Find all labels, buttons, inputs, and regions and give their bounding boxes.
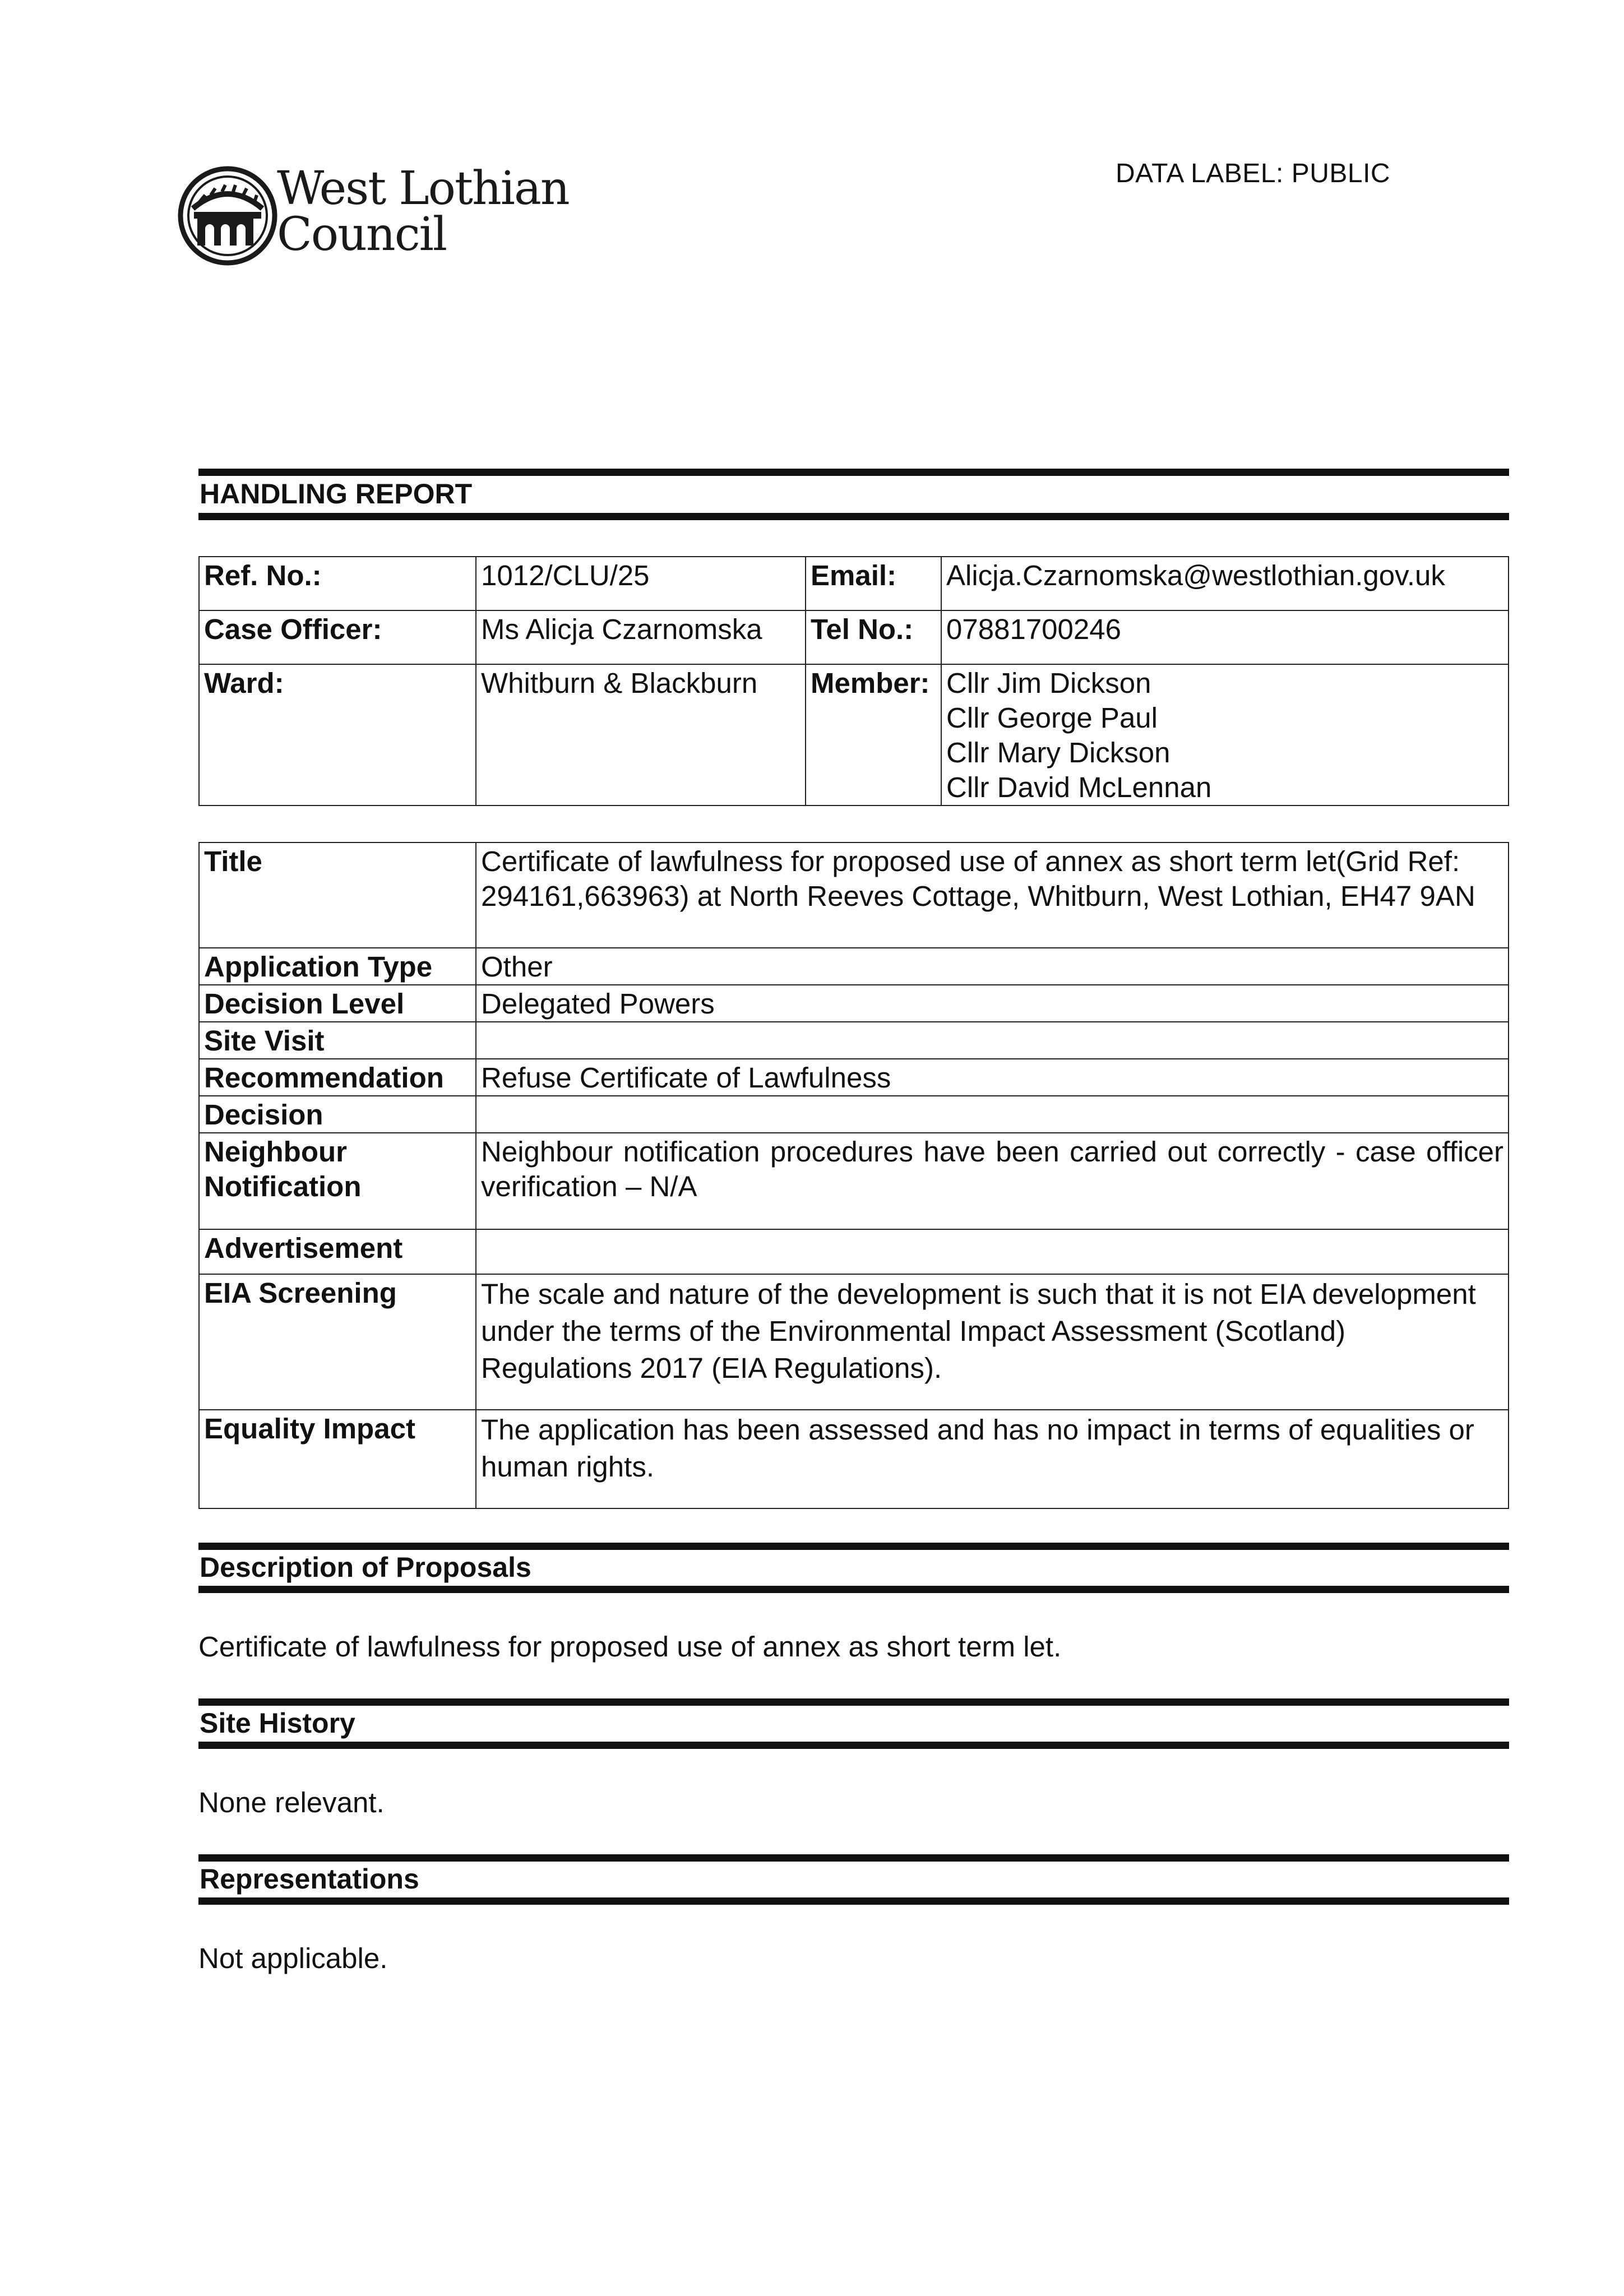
row-value: Refuse Certificate of Lawfulness — [476, 1059, 1509, 1096]
officer-label: Case Officer: — [199, 610, 476, 664]
ref-label: Ref. No.: — [199, 557, 476, 610]
ward-value: Whitburn & Blackburn — [476, 664, 806, 806]
tel-label: Tel No.: — [806, 610, 941, 664]
member-label: Member: — [806, 664, 941, 806]
table-row — [199, 1022, 1509, 1059]
row-value — [476, 1022, 1509, 1059]
logo-wordmark — [277, 162, 569, 261]
row-value: Delegated Powers — [476, 985, 1509, 1022]
ref-value: 1012/CLU/25 — [476, 557, 806, 610]
representations-heading: Representations — [198, 1854, 1509, 1905]
row-label: EIA Screening — [199, 1274, 476, 1410]
officer-value: Ms Alicja Czarnomska — [476, 610, 806, 664]
row-value: Other — [476, 948, 1509, 985]
history-heading: Site History — [198, 1698, 1509, 1749]
table-row — [199, 664, 1509, 806]
history-text: None relevant. — [198, 1786, 385, 1818]
row-label: Decision — [199, 1096, 476, 1133]
contact-table — [198, 556, 1509, 806]
table-row — [199, 985, 1509, 1022]
table-row — [199, 1133, 1509, 1229]
table-row — [199, 1059, 1509, 1096]
table-row — [199, 557, 1509, 610]
row-value: The scale and nature of the development is such that it is not EIA development under the terms of the Environmental Impact Assessment (Scotland) Regulations 2017 (EIA Regulations). — [476, 1274, 1509, 1410]
member-list — [941, 664, 1509, 806]
row-label: Advertisement — [199, 1229, 476, 1274]
row-value: The application has been assessed and has no impact in terms of equalities or human rights. — [476, 1410, 1509, 1508]
row-value: Certificate of lawfulness for proposed use of annex as short term let(Grid Ref: 294161,663963) at North Reeves Cottage, Whitburn, West Lothian, EH47 9AN — [476, 843, 1509, 948]
table-row — [199, 1274, 1509, 1410]
table-row — [199, 1096, 1509, 1133]
logo-line2: Council — [277, 208, 447, 261]
row-label: Neighbour Notification — [199, 1133, 476, 1229]
table-row — [199, 1410, 1509, 1508]
tel-value: 07881700246 — [941, 610, 1509, 664]
table-row — [199, 948, 1509, 985]
data-label: DATA LABEL: PUBLIC — [1116, 159, 1391, 188]
report-title: HANDLING REPORT — [198, 469, 1509, 520]
row-value — [476, 1096, 1509, 1133]
member-item: Cllr Mary Dickson — [946, 737, 1170, 769]
email-label: Email: — [806, 557, 941, 610]
description-text: Certificate of lawfulness for proposed use of annex as short term let. — [198, 1631, 1062, 1663]
row-value — [476, 1229, 1509, 1274]
row-label: Recommendation — [199, 1059, 476, 1096]
ward-label: Ward: — [199, 664, 476, 806]
council-logo — [177, 162, 569, 272]
description-heading: Description of Proposals — [198, 1543, 1509, 1593]
table-row — [199, 1229, 1509, 1274]
representations-text: Not applicable. — [198, 1942, 388, 1974]
details-table — [198, 842, 1509, 1509]
row-label: Equality Impact — [199, 1410, 476, 1508]
row-label: Title — [199, 843, 476, 948]
member-item: Cllr George Paul — [946, 702, 1158, 734]
row-label: Decision Level — [199, 985, 476, 1022]
table-row — [199, 610, 1509, 664]
row-label: Site Visit — [199, 1022, 476, 1059]
table-row — [199, 843, 1509, 948]
email-value[interactable]: Alicja.Czarnomska@westlothian.gov.uk — [941, 557, 1509, 610]
row-value: Neighbour notification procedures have been carried out correctly - case officer verification – N/A — [476, 1133, 1509, 1229]
row-label: Application Type — [199, 948, 476, 985]
member-item: Cllr Jim Dickson — [946, 667, 1151, 699]
council-crest-icon — [177, 163, 278, 269]
logo-line1: West Lothian — [277, 162, 569, 215]
member-item: Cllr David McLennan — [946, 771, 1212, 803]
